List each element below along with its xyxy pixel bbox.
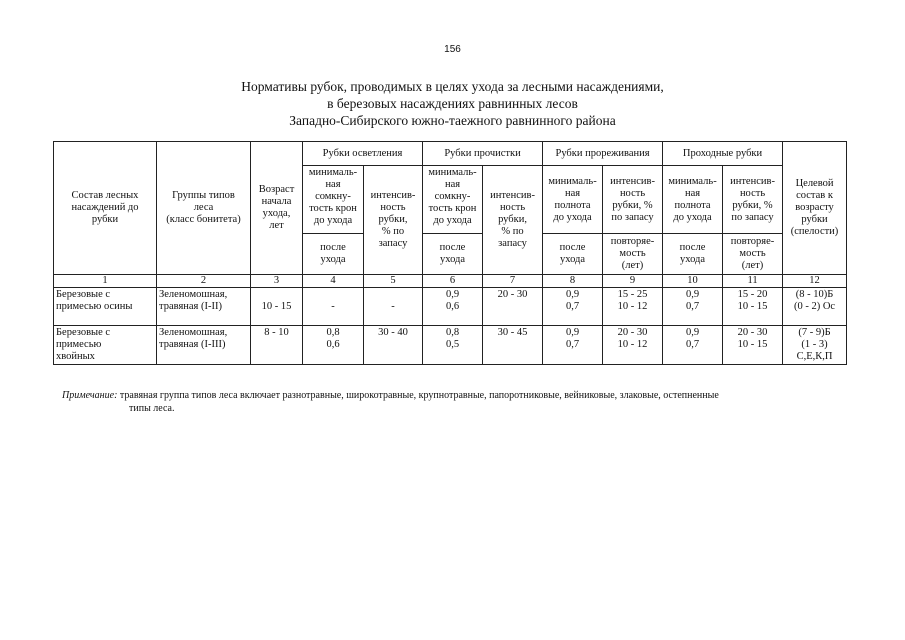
- text-line: (класс бонитета): [166, 214, 241, 225]
- table-row: [54, 326, 847, 365]
- text-line: после: [320, 242, 346, 253]
- header-after-8: [543, 234, 603, 275]
- text-line: ная: [684, 188, 701, 199]
- text-line: ухода: [320, 254, 346, 265]
- title-line-1: Нормативы рубок, проводимых в целях ухода за лесными насаждениями,: [241, 79, 664, 94]
- row-group: [157, 288, 251, 326]
- column-number: 4: [303, 275, 364, 288]
- text-line: С,Е,К,П: [796, 351, 833, 362]
- header-min-full-8: [543, 166, 603, 234]
- footnote-text-continued: типы леса.: [129, 403, 175, 414]
- text-line: ность: [499, 202, 526, 213]
- header-group-clarification: Рубки осветления: [303, 142, 423, 166]
- header-min-crown-4: [303, 166, 364, 234]
- text-line: 0,7: [565, 339, 580, 350]
- text-line: до ухода: [433, 215, 472, 226]
- table-row: [54, 288, 847, 326]
- text-line: ность: [380, 202, 406, 213]
- text-line: минималь-: [428, 167, 477, 178]
- header-after-6: [423, 234, 483, 275]
- text-line: минималь-: [668, 176, 717, 187]
- text-line: 0,7: [685, 339, 700, 350]
- text-line: 0,6: [445, 301, 460, 312]
- text-line: 10 - 12: [617, 301, 648, 312]
- header-group-thinning: Рубки прореживания: [543, 142, 663, 166]
- column-number: 12: [783, 275, 847, 288]
- column-number: 2: [157, 275, 251, 288]
- header-intensity-11: [723, 166, 783, 234]
- text-line: 15 - 20: [737, 289, 768, 300]
- text-line: % по: [501, 226, 524, 237]
- title-line-2: в березовых насаждениях равнинных лесов: [327, 96, 578, 111]
- text-line: по запасу: [731, 212, 774, 223]
- column-number: 5: [364, 275, 423, 288]
- text-line: лет: [269, 220, 284, 231]
- text-line: мость: [619, 248, 646, 259]
- header-after-10: [663, 234, 723, 275]
- text-line: 0,6: [326, 339, 340, 350]
- column-number: 1: [54, 275, 157, 288]
- text-line: состав к: [796, 190, 833, 201]
- column-number: 10: [663, 275, 723, 288]
- text-line: после: [439, 242, 466, 253]
- text-line: сомкну-: [434, 191, 471, 202]
- header-intensity-5: [364, 166, 423, 275]
- text-line: интенсив-: [730, 176, 775, 187]
- text-line: 0,8: [326, 327, 340, 338]
- text-line: минималь-: [308, 167, 358, 178]
- text-line: после: [679, 242, 706, 253]
- header-intensity-9: [603, 166, 663, 234]
- header-after-4: [303, 234, 364, 275]
- row-cell: [663, 288, 723, 326]
- text-line: 0,5: [445, 339, 460, 350]
- text-line: интенсив-: [490, 190, 535, 201]
- text-line: травяная (I-II): [159, 301, 222, 312]
- text-line: ная: [564, 188, 581, 199]
- row-cell: [663, 326, 723, 365]
- footnote-text: травяная группа типов леса включает разнотравные, широкотравные, крупнотравные, папоротниковые, вейниковые, злаковые, остепненные: [119, 390, 719, 401]
- document-title: [0, 78, 905, 129]
- row-cell: [723, 288, 783, 326]
- text-line: (лет): [621, 260, 644, 271]
- text-line: (0 - 2) Ос: [793, 301, 836, 312]
- column-number: 3: [251, 275, 303, 288]
- text-line: Состав лесных: [71, 190, 139, 201]
- text-line: запасу: [378, 238, 408, 249]
- text-line: ная: [325, 179, 341, 190]
- text-line: ухода: [439, 254, 466, 265]
- text-line: примесью осины: [56, 301, 133, 312]
- row-cell: [364, 288, 423, 326]
- header-repeat-11: [723, 234, 783, 275]
- text-line: рубки,: [378, 214, 408, 225]
- text-line: травяная (I-III): [159, 339, 226, 350]
- text-line: ная: [444, 179, 461, 190]
- text-line: 20 - 30: [497, 289, 528, 300]
- text-line: (8 - 10)Б: [795, 289, 834, 300]
- text-line: минималь-: [548, 176, 597, 187]
- text-line: 0,9: [565, 327, 580, 338]
- text-line: 0,9: [685, 327, 700, 338]
- text-line: (1 - 3): [801, 339, 828, 350]
- text-line: Зеленомошная,: [159, 289, 228, 300]
- text-line: до ухода: [673, 212, 712, 223]
- text-line: рубки, %: [612, 200, 653, 211]
- text-line: ухода: [680, 254, 706, 265]
- text-line: запасу: [498, 238, 527, 249]
- row-cell: [303, 288, 364, 326]
- header-target: [783, 142, 847, 275]
- header-intensity-7: [483, 166, 543, 275]
- text-line: по запасу: [611, 212, 654, 223]
- row-cell: [723, 326, 783, 365]
- text-line: ность: [619, 188, 646, 199]
- text-line: 0,9: [565, 289, 580, 300]
- text-line: -: [391, 300, 395, 312]
- text-line: повторяе-: [610, 236, 655, 247]
- page-number: 156: [444, 44, 461, 55]
- header-min-crown-6: [423, 166, 483, 234]
- text-line: сомкну-: [315, 191, 351, 202]
- text-line: тость крон: [428, 203, 477, 214]
- row-composition: [54, 288, 157, 326]
- text-line: леса: [193, 202, 214, 213]
- text-line: ухода,: [262, 208, 291, 219]
- norms-table: [53, 141, 847, 365]
- row-cell: [783, 288, 847, 326]
- text-line: после: [559, 242, 586, 253]
- text-line: примесью: [56, 339, 102, 350]
- row-cell: [423, 326, 483, 365]
- text-line: возрасту: [795, 202, 834, 213]
- text-line: рубки: [91, 214, 119, 225]
- header-age: [251, 142, 303, 275]
- footnote: [62, 389, 852, 415]
- header-min-full-10: [663, 166, 723, 234]
- text-line: рубки,: [498, 214, 527, 225]
- column-number: 7: [483, 275, 543, 288]
- text-line: 10 - 15: [737, 301, 768, 312]
- row-composition: [54, 326, 157, 365]
- text-line: насаждений до: [71, 202, 139, 213]
- text-line: повторяе-: [730, 236, 775, 247]
- text-line: Березовые с: [56, 289, 111, 300]
- row-cell: [543, 326, 603, 365]
- column-number: 8: [543, 275, 603, 288]
- row-cell: [483, 326, 543, 365]
- title-line-3: Западно-Сибирского южно-таежного равнинного района: [289, 113, 616, 128]
- text-line: 0,7: [565, 301, 580, 312]
- text-line: 0,9: [445, 289, 460, 300]
- text-line: (лет): [741, 260, 764, 271]
- row-cell: [364, 326, 423, 365]
- text-line: до ухода: [313, 215, 353, 226]
- text-line: рубки: [801, 214, 828, 225]
- text-line: Целевой: [795, 178, 834, 189]
- text-line: (7 - 9)Б: [798, 327, 831, 338]
- footnote-label: Примечание:: [62, 390, 118, 401]
- text-line: интенсив-: [610, 176, 655, 187]
- text-line: 20 - 30: [617, 327, 648, 338]
- text-line: ухода: [560, 254, 586, 265]
- text-line: 20 - 30: [737, 327, 768, 338]
- text-line: (спелости): [790, 226, 839, 237]
- header-forest-groups: [157, 142, 251, 275]
- row-cell: [483, 288, 543, 326]
- text-line: до ухода: [553, 212, 592, 223]
- text-line: мость: [739, 248, 766, 259]
- text-line: 0,9: [685, 289, 700, 300]
- text-line: 10 - 15: [737, 339, 768, 350]
- text-line: % по: [381, 226, 405, 237]
- text-line: 30 - 40: [378, 327, 408, 338]
- text-line: начала: [261, 196, 292, 207]
- row-age: 10 - 15: [251, 288, 303, 326]
- text-line: 30 - 45: [497, 327, 528, 338]
- text-line: Возраст: [258, 184, 295, 195]
- text-line: 0,8: [445, 327, 460, 338]
- text-line: тость крон: [309, 203, 357, 214]
- column-numbers-row: [54, 275, 847, 288]
- column-number: 11: [723, 275, 783, 288]
- row-cell: [603, 288, 663, 326]
- text-line: интенсив-: [370, 190, 416, 201]
- text-line: -: [331, 300, 335, 312]
- text-line: 0,7: [685, 301, 700, 312]
- text-line: хвойных: [56, 351, 95, 362]
- column-number: 6: [423, 275, 483, 288]
- text-line: Группы типов: [172, 190, 235, 201]
- column-number: 9: [603, 275, 663, 288]
- header-repeat-9: [603, 234, 663, 275]
- row-cell: [303, 326, 364, 365]
- header-group-cleaning: Рубки прочистки: [423, 142, 543, 166]
- header-group-passing: Проходные рубки: [663, 142, 783, 166]
- text-line: полнота: [554, 200, 591, 211]
- row-group: [157, 326, 251, 365]
- text-line: 10 - 12: [617, 339, 648, 350]
- header-composition: [54, 142, 157, 275]
- row-cell: [783, 326, 847, 365]
- row-cell: [423, 288, 483, 326]
- row-cell: [603, 326, 663, 365]
- text-line: Березовые с: [56, 327, 111, 338]
- row-age: 8 - 10: [251, 326, 303, 365]
- text-line: 15 - 25: [617, 289, 648, 300]
- text-line: полнота: [674, 200, 711, 211]
- text-line: ность: [739, 188, 766, 199]
- text-line: рубки, %: [732, 200, 773, 211]
- row-cell: [543, 288, 603, 326]
- text-line: Зеленомошная,: [159, 327, 228, 338]
